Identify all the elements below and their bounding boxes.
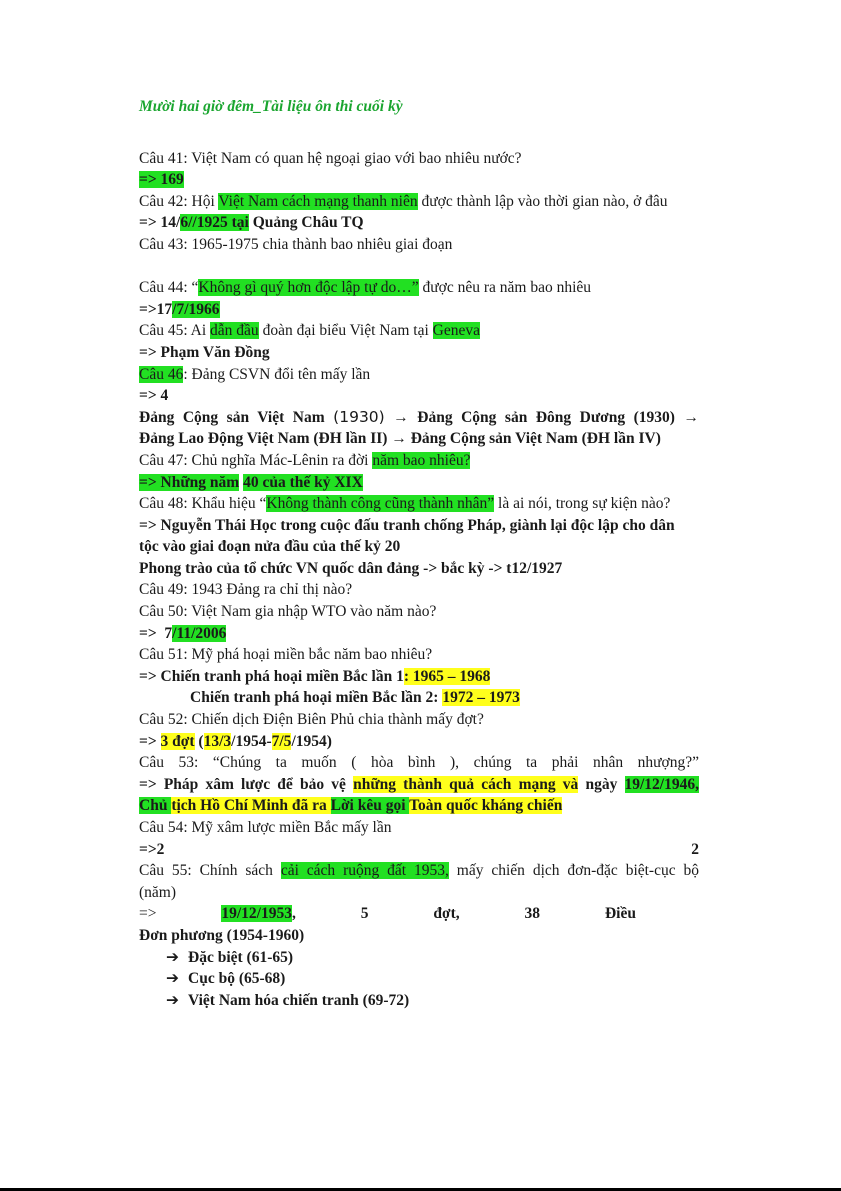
text: Câu 44: “ — [139, 279, 199, 297]
highlight: 1972 – 1973 — [442, 689, 520, 707]
text: Câu 55: Chính sách — [139, 862, 281, 880]
highlight: 19/12/1946, — [624, 775, 699, 793]
text: là ai nói, trong sự kiện nào? — [494, 495, 671, 513]
text: =>2 — [139, 840, 165, 858]
text: mấy chiến dịch đơn-đặc biệt-cục bộ — [448, 862, 700, 880]
answer-52 — [139, 731, 699, 753]
answer-53-line-2 — [139, 795, 699, 817]
answer-48-line-1: => Nguyễn Thái Học trong cuộc đấu tranh chống Pháp, giành lại độc lập cho dân — [139, 516, 675, 534]
highlight: 6//1925 tại — [180, 214, 249, 232]
arrow-icon: ➔ — [166, 969, 179, 988]
text: =>17 — [139, 300, 173, 318]
question-51: Câu 51: Mỹ phá hoại miền bắc năm bao nhiêu? — [139, 646, 433, 664]
question-55-line-2: (năm) — [139, 883, 177, 901]
question-50: Câu 50: Việt Nam gia nhập WTO vào năm nào? — [139, 603, 437, 621]
highlight: => 169 — [139, 171, 184, 189]
question-42 — [139, 191, 699, 213]
text: 38 — [524, 905, 541, 923]
highlight: 13/3 — [203, 732, 232, 750]
text: Điều — [604, 905, 636, 923]
answer-54 — [139, 839, 699, 861]
answer-51-line-1 — [139, 666, 699, 688]
list-item — [139, 947, 699, 969]
text: Câu 47: Chủ nghĩa Mác-Lênin ra đời — [139, 451, 373, 469]
question-54: Câu 54: Mỹ xâm lược miền Bắc mấy lần — [139, 819, 392, 836]
highlight: 19/12/1953 — [221, 905, 292, 923]
question-46 — [139, 364, 699, 386]
highlight: những thành quả cách mạng và — [353, 775, 579, 793]
answer-44 — [139, 299, 699, 321]
highlight: => Những năm — [139, 473, 240, 491]
text: ngày — [578, 775, 625, 793]
answer-53-line-1 — [139, 774, 699, 796]
text: => Pháp xâm lược để bảo vệ — [139, 775, 354, 793]
highlight: Geneva — [432, 322, 481, 340]
highlight: /11/2006 — [172, 624, 227, 642]
spacer — [139, 256, 699, 278]
answer-55 — [139, 903, 636, 925]
question-47 — [139, 450, 699, 472]
question-53: Câu 53: “Chúng ta muốn ( hòa bình ), chúng ta phải nhân nhượng?” — [139, 754, 699, 772]
text: /1954- — [231, 732, 272, 750]
question-52: Câu 52: Chiến dịch Điện Biên Phủ chia thành mấy đợt? — [139, 711, 484, 729]
answer-45: => Phạm Văn Đồng — [139, 343, 270, 361]
arrow-icon: ➔ — [166, 947, 179, 966]
question-55 — [139, 860, 699, 882]
highlight: : 1965 – 1968 — [403, 667, 491, 685]
text: /1954) — [291, 732, 332, 750]
answer-41 — [139, 169, 699, 191]
question-44 — [139, 277, 699, 299]
highlight: 3 đợt — [160, 732, 195, 750]
text: đoàn đại biểu Việt Nam tại — [258, 322, 433, 340]
text: => — [139, 732, 161, 750]
list-item — [139, 990, 699, 1012]
answer-51-line-2 — [139, 687, 699, 709]
highlight: Chủ — [139, 797, 172, 815]
highlight: 7/5 — [271, 732, 292, 750]
document-content — [139, 96, 699, 1011]
highlight: Không gì quý hơn độc lập tự do…” — [198, 279, 419, 297]
answer-47 — [139, 472, 699, 494]
question-45 — [139, 320, 699, 342]
text: 5 — [360, 905, 369, 923]
answer-46: => 4 — [139, 387, 169, 405]
text: : Đảng CSVN đổi tên mấy lần — [183, 365, 371, 383]
text: => — [139, 905, 157, 923]
highlight: dẫn đầu — [210, 322, 259, 340]
text: , — [292, 905, 296, 923]
text: Câu 42: Hội — [139, 192, 219, 210]
answer-42 — [139, 212, 699, 234]
highlight: Không thành công cũng thành nhân” — [266, 495, 495, 513]
text: (1930) — [333, 407, 385, 426]
text: 2 — [691, 840, 699, 858]
highlight: cải cách ruộng đất 1953, — [280, 862, 449, 880]
highlight: Toàn quốc kháng chiến — [409, 797, 563, 815]
text: được nêu ra năm bao nhiêu — [418, 279, 592, 297]
text: được thành lập vào thời gian nào, ở đâu — [417, 192, 668, 210]
answer-46-detail-1 — [139, 407, 699, 429]
highlight: /7/1966 — [172, 300, 220, 318]
text: đợt, — [433, 905, 460, 923]
highlight: Việt Nam cách mạng thanh niên — [218, 192, 418, 210]
question-43: Câu 43: 1965-1975 chia thành bao nhiêu giai đoạn — [139, 235, 453, 253]
text: Câu 48: Khẩu hiệu “ — [139, 495, 267, 513]
highlight: Câu 46 — [139, 365, 184, 383]
text: ( — [194, 732, 204, 750]
text: Câu 45: Ai — [139, 322, 211, 340]
text: Đặc biệt (61-65) — [188, 948, 294, 966]
answer-55-line-2: Đơn phương (1954-1960) — [139, 926, 305, 944]
text: Cục bộ (65-68) — [188, 970, 286, 988]
text: Chiến tranh phá hoại miền Bắc lần 2: — [190, 689, 443, 707]
list-item — [139, 968, 699, 990]
answer-48-line-3: Phong trào của tổ chức VN quốc dân đảng -> bắc kỳ -> t12/1927 — [139, 559, 563, 577]
text — [221, 903, 296, 925]
text: Việt Nam hóa chiến tranh (69-72) — [188, 991, 410, 1009]
question-48 — [139, 493, 699, 515]
highlight: tịch Hồ Chí Minh đã ra — [171, 797, 331, 815]
arrow-icon: ➔ — [166, 990, 179, 1009]
page-header: Mười hai giờ đêm_Tài liệu ôn thi cuối kỳ — [139, 98, 403, 115]
text: Đảng Cộng sản Việt Nam — [139, 408, 334, 426]
answer-46-detail-2: Đảng Lao Động Việt Nam (ĐH lần II) → Đảng Cộng sản Việt Nam (ĐH lần IV) — [139, 430, 661, 448]
text: => 7 — [139, 624, 173, 642]
question-41: Câu 41: Việt Nam có quan hệ ngoại giao với bao nhiêu nước? — [139, 149, 522, 167]
text: → Đảng Cộng sản Đông Dương (1930) → — [384, 408, 699, 426]
text: => 14/ — [139, 214, 181, 232]
highlight: 40 của thế kỷ XIX — [243, 473, 363, 491]
text: Quảng Châu TQ — [248, 214, 364, 232]
answer-50 — [139, 623, 699, 645]
text: => Chiến tranh phá hoại miền Bắc lần 1 — [139, 667, 404, 685]
answer-48-line-2: tộc vào giai đoạn nửa đầu của thế kỷ 20 — [139, 538, 401, 556]
highlight: năm bao nhiêu? — [372, 451, 471, 469]
highlight: Lời kêu gọi — [330, 797, 410, 815]
question-49: Câu 49: 1943 Đảng ra chỉ thị nào? — [139, 581, 353, 599]
